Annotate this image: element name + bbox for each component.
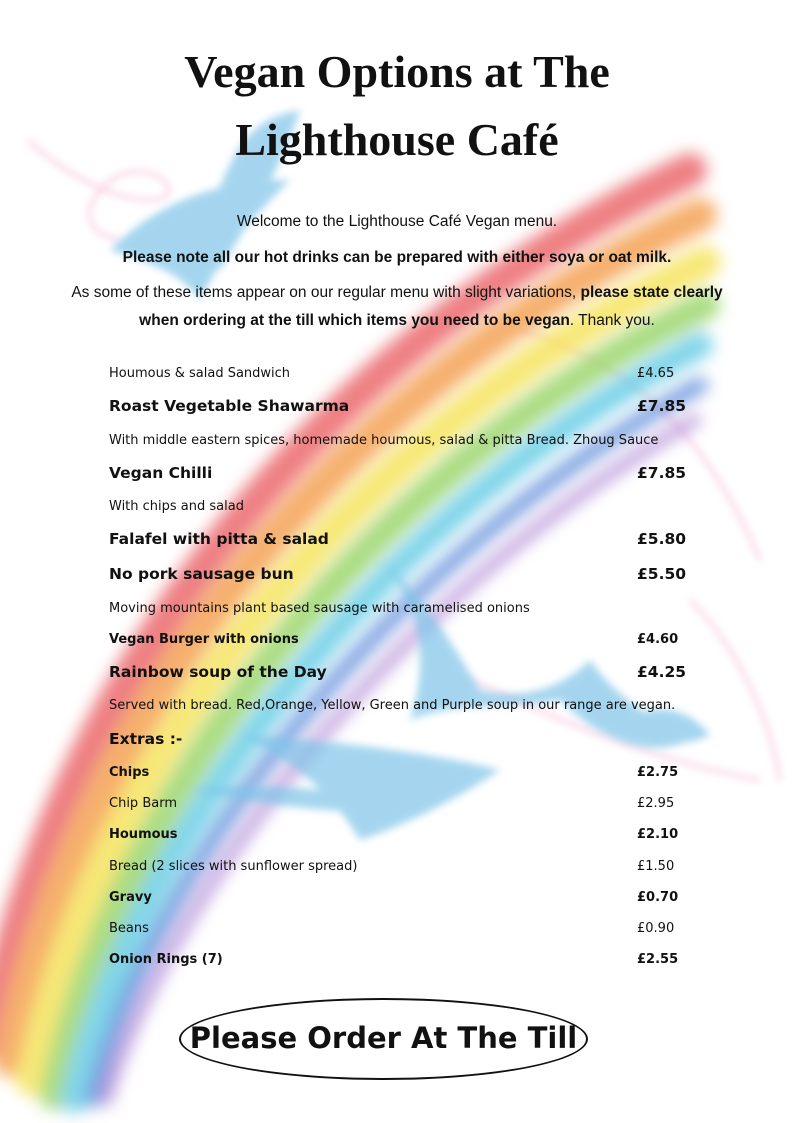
page-title-line-2: Lighthouse Café: [235, 114, 559, 165]
price-burger: £4.60: [637, 632, 679, 647]
menu-item-burger: Vegan Burger with onions: [109, 632, 299, 647]
order-at-till-text: Please Order At The Till: [189, 1021, 578, 1055]
menu-item-shawarma: Roast Vegetable Shawarma: [109, 397, 350, 415]
description-chilli: With chips and salad: [109, 499, 244, 514]
page-title-line-1: Vegan Options at The: [184, 46, 610, 97]
description-shawarma: With middle eastern spices, homemade houmous, salad & pitta Bread. Zhoug Sauce: [109, 433, 659, 448]
price-houmous-sandwich: £4.65: [637, 366, 675, 381]
milk-note: [0, 249, 794, 267]
menu-item-sausage-bun: No pork sausage bun: [109, 565, 294, 583]
variation-lead: As some of these items appear on our regular menu with slight variations,: [71, 284, 577, 301]
description-soup: Served with bread. Red,Orange, Yellow, Green and Purple soup in our range are vegan.: [109, 698, 676, 713]
price-chips: £2.75: [637, 765, 679, 780]
menu-item-falafel: Falafel with pitta & salad: [109, 530, 329, 548]
price-chip-barm: £2.95: [637, 796, 675, 811]
price-sausage-bun: £5.50: [637, 565, 687, 583]
price-soup: £4.25: [637, 663, 687, 681]
price-chilli: £7.85: [637, 464, 687, 482]
extra-beans: Beans: [109, 921, 149, 936]
menu-item-houmous-sandwich: Houmous & salad Sandwich: [109, 366, 291, 381]
variation-end: . Thank you.: [569, 312, 655, 329]
price-houmous: £2.10: [637, 827, 679, 842]
price-falafel: £5.80: [637, 530, 687, 548]
variation-note-line-1: [0, 284, 794, 302]
variation-bold-1: please state clearly: [580, 284, 723, 301]
extra-chips: Chips: [109, 765, 150, 780]
price-shawarma: £7.85: [637, 397, 687, 415]
price-bread: £1.50: [637, 859, 675, 874]
extra-onion-rings: Onion Rings (7): [109, 952, 223, 967]
variation-note-line-2: [0, 312, 794, 330]
menu-item-soup: Rainbow soup of the Day: [109, 663, 327, 681]
extra-houmous: Houmous: [109, 827, 178, 842]
extra-chip-barm: Chip Barm: [109, 796, 177, 811]
variation-bold-2: when ordering at the till which items you need to be vegan: [139, 312, 570, 329]
price-gravy: £0.70: [637, 890, 679, 905]
milk-note-text: Please note all our hot drinks can be prepared with either soya or oat milk.: [122, 249, 672, 266]
extra-gravy: Gravy: [109, 890, 152, 905]
price-beans: £0.90: [637, 921, 675, 936]
welcome-text: Welcome to the Lighthouse Café Vegan menu.: [236, 213, 558, 230]
extra-bread: Bread (2 slices with sunflower spread): [109, 859, 358, 874]
price-onion-rings: £2.55: [637, 952, 679, 967]
extras-heading: Extras :-: [109, 730, 183, 748]
description-sausage-bun: Moving mountains plant based sausage with caramelised onions: [109, 601, 530, 616]
menu-item-chilli: Vegan Chilli: [109, 464, 213, 482]
